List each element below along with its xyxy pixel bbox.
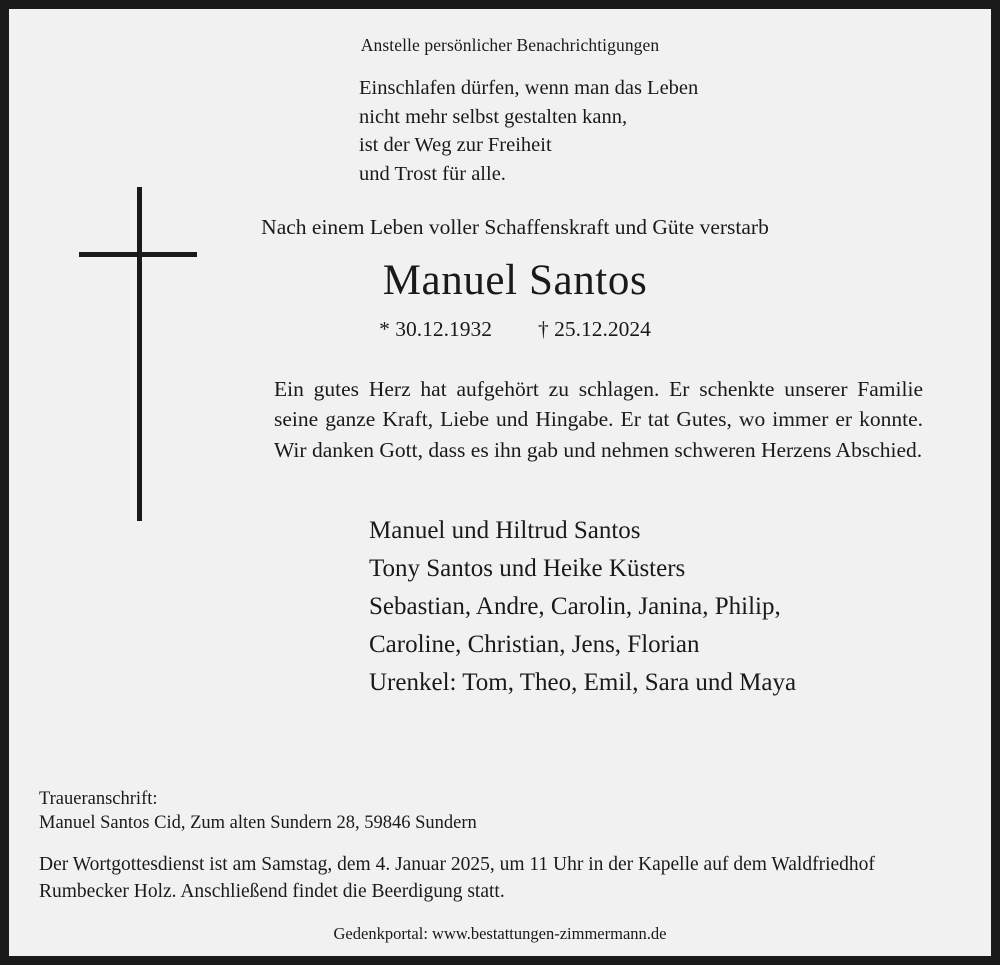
footer-block [39, 789, 961, 948]
memorial-text: Ein gutes Herz hat aufgehört zu schlagen. Er schenkte unserer Familie seine ganze Kraft, Liebe und Hingabe. Er tat Gutes, wo immer er konnte. Wir danken Gott, dass es ihn gab und nehmen schweren Herzens Abschied. [274, 376, 923, 463]
family-line-2: Tony Santos und Heike Küsters [369, 554, 686, 582]
obituary-inner [9, 9, 991, 956]
family-list [39, 512, 961, 702]
memorial-portal-link[interactable]: Gedenkportal: www.bestattungen-zimmermann.de [333, 924, 667, 943]
cross-vertical-bar [137, 187, 142, 521]
preline-text: Anstelle persönlicher Benachrichtigungen [360, 35, 660, 55]
family-line-3: Sebastian, Andre, Carolin, Janina, Philip, [369, 592, 781, 620]
family-line-4: Caroline, Christian, Jens, Florian [369, 630, 700, 658]
cross-icon [71, 169, 251, 529]
address-value: Manuel Santos Cid, Zum alten Sundern 28, 59846 Sundern [39, 813, 477, 834]
service-details: Der Wortgottesdienst ist am Samstag, dem 4. Januar 2025, um 11 Uhr in der Kapelle auf dem Waldfriedhof Rumbecker Holz. Anschließend findet die Beerdigung statt. [39, 854, 875, 903]
cross-horizontal-bar [79, 252, 197, 257]
address-label: Traueranschrift: [39, 789, 158, 810]
deceased-name: Manuel Santos [382, 256, 648, 304]
verse-line-3: ist der Weg zur Freiheit [359, 134, 552, 157]
family-line-1: Manuel und Hiltrud Santos [369, 516, 641, 544]
birth-date: * 30.12.1932 [379, 316, 492, 341]
lead-text: Nach einem Leben voller Schaffenskraft und Güte verstarb [261, 214, 769, 239]
family-line-5: Urenkel: Tom, Theo, Emil, Sara und Maya [369, 668, 797, 696]
death-date: † 25.12.2024 [538, 316, 651, 341]
verse-line-4: und Trost für alle. [359, 163, 506, 186]
verse-line-2: nicht mehr selbst gestalten kann, [359, 105, 628, 128]
verse-line-1: Einschlafen dürfen, wenn man das Leben [359, 77, 699, 99]
